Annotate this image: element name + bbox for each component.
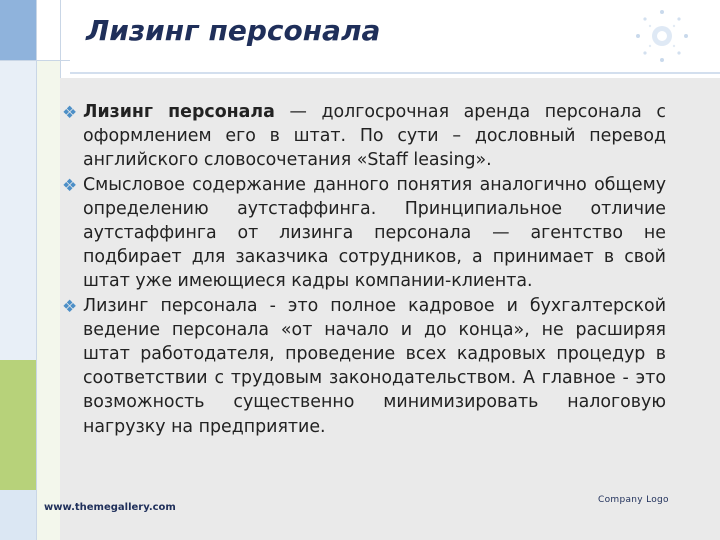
bullet-list: [62, 100, 666, 439]
bullet-text: Смысловое содержание данного понятия аналогично общему определению аутстаффинга. Принципиальное отличие аутстаффинга от лизинга персонала — агентство не подбирает для заказчика сотрудников, а принимает в свой штат уже имеющиеся кадры компании-клиента.: [83, 174, 666, 292]
diamond-bullet-icon: ❖: [62, 103, 78, 123]
list-item: [62, 173, 666, 294]
bullet-bold-lead: Лизинг персонала: [83, 102, 275, 122]
decor-block-white: [36, 0, 70, 60]
decor-block-blue-top: [0, 0, 36, 60]
list-item: [62, 294, 666, 439]
decor-block-bottom: [0, 490, 36, 540]
diamond-bullet-icon: ❖: [62, 175, 78, 196]
header-divider: [70, 72, 720, 74]
decor-vline-1: [36, 0, 37, 540]
bullet-text: — долгосрочная аренда персонала с оформлением его в штат. По сути – дословный перевод английского словосочетания «Staff leasing».: [83, 102, 666, 171]
decor-block-light-blue: [0, 60, 36, 360]
footer-url: www.themegallery.com: [44, 502, 176, 513]
decor-block-green: [0, 360, 36, 490]
decor-block-pale-green: [36, 60, 60, 540]
page-title: Лизинг персонала: [86, 14, 381, 47]
list-item: [62, 100, 666, 173]
diamond-bullet-icon: ❖: [62, 296, 78, 317]
company-logo: Company Logo: [598, 495, 669, 505]
sparkle-icon: [622, 4, 702, 68]
bullet-text: Лизинг персонала - это полное кадровое и бухгалтерской ведение персонала «от начало и до конца», не расширяя штат работодателя, проведение всех кадровых процедур в соответствии с трудовым законодательством. А главное - это возможность существенно минимизировать налоговую нагрузку на предприятие.: [83, 295, 666, 437]
